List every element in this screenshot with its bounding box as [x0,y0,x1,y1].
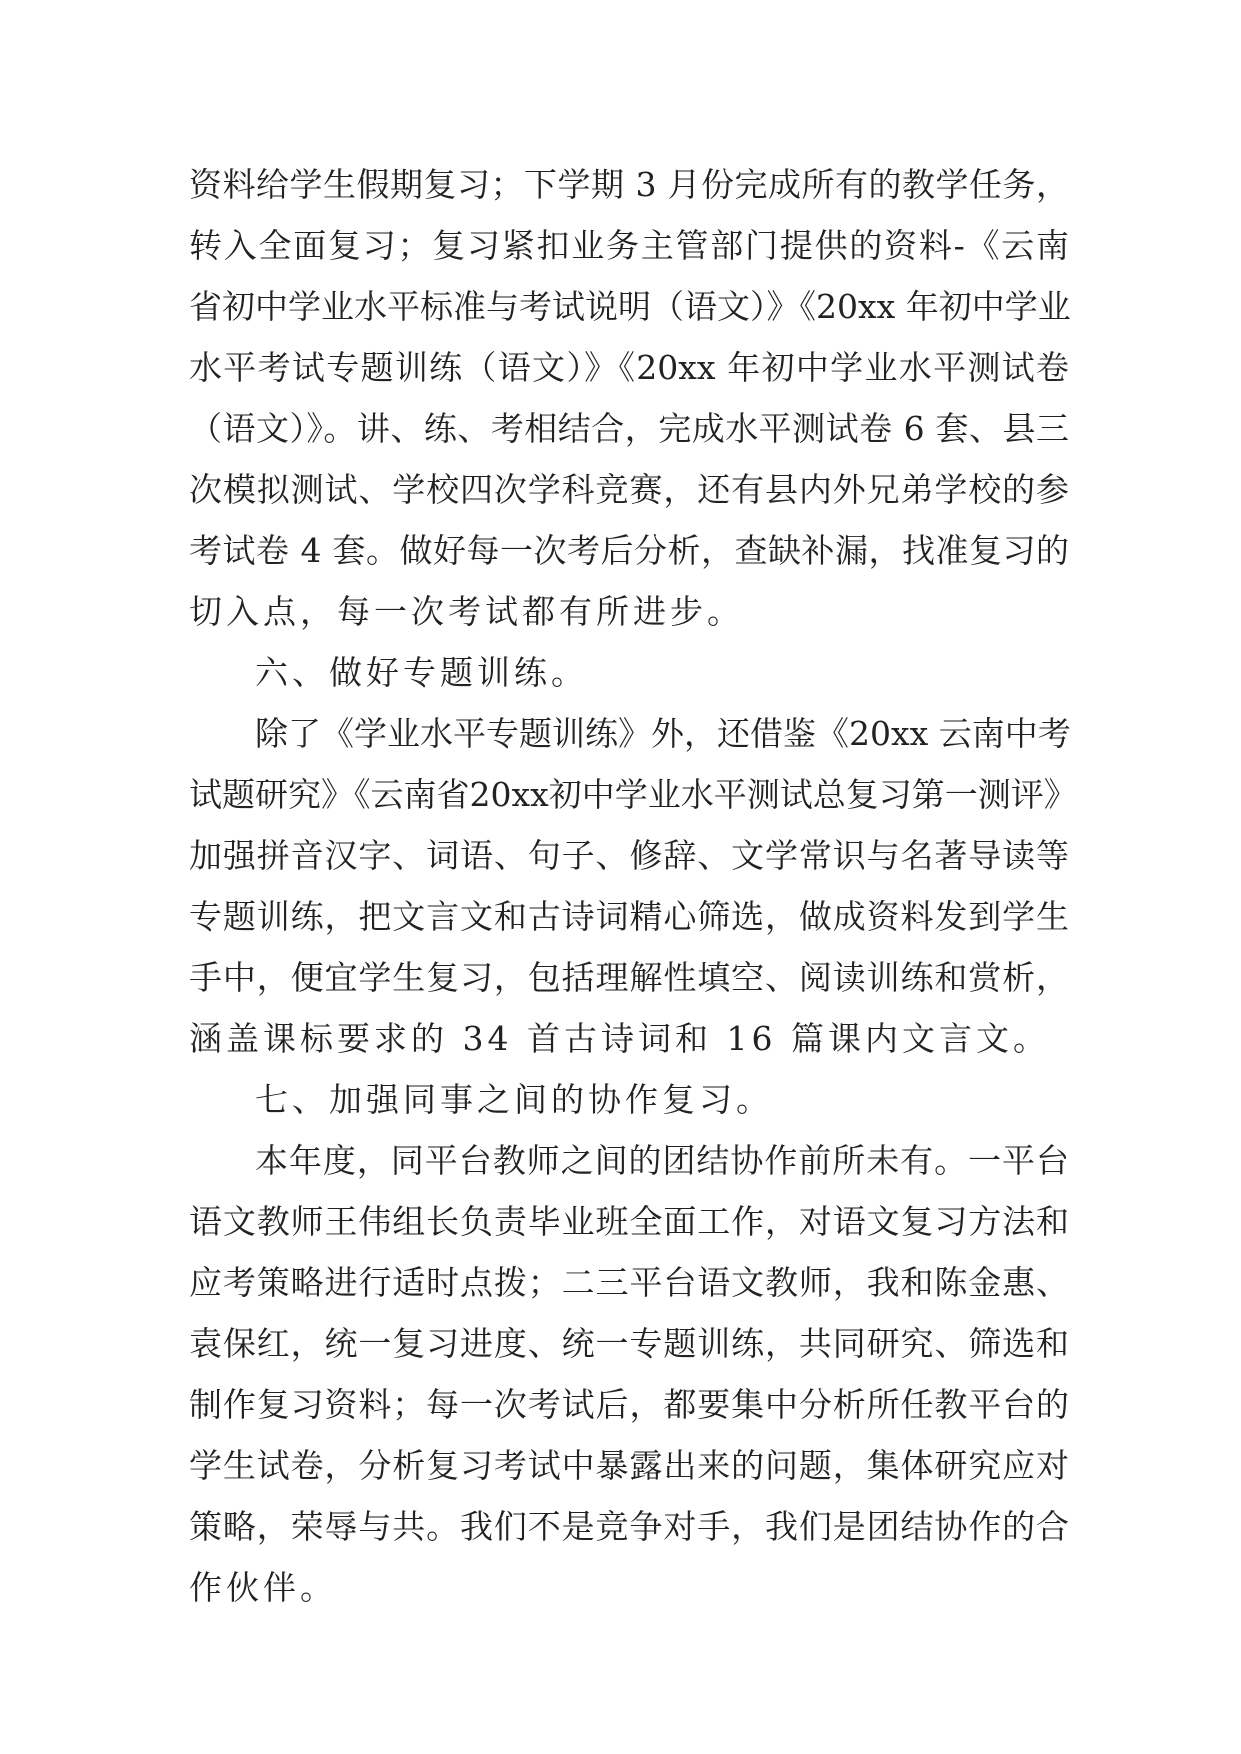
text-line: 七、加强同事之间的协作复习。 [255,1080,773,1119]
text-line: 六、做好专题训练。 [255,653,588,692]
text-line: 试题研究》《云南省20xx初中学业水平测试总复习第一测评》 [189,775,1077,814]
text-line: 考试卷 4 套。做好每一次考后分析，查缺补漏，找准复习的 [189,531,1069,570]
text-line: 应考策略进行适时点拨；二三平台语文教师，我和陈金惠、 [189,1263,1069,1302]
text-line: 语文教师王伟组长负责毕业班全面工作，对语文复习方法和 [189,1202,1069,1241]
text-line: 水平考试专题训练（语文）》《20xx 年初中学业水平测试卷 [189,348,1069,387]
text-line: 学生试卷，分析复习考试中暴露出来的问题，集体研究应对 [189,1446,1069,1485]
text-line: 除了《学业水平专题训练》外，还借鉴《20xx 云南中考 [255,714,1071,753]
text-line: 本年度，同平台教师之间的团结协作前所未有。一平台 [255,1141,1069,1180]
text-line: 制作复习资料；每一次考试后，都要集中分析所任教平台的 [189,1385,1069,1424]
text-line: 加强拼音汉字、词语、句子、修辞、文学常识与名著导读等 [189,836,1069,875]
text-line: 次模拟测试、学校四次学科竞赛，还有县内外兄弟学校的参 [189,470,1069,509]
text-line: 转入全面复习；复习紧扣业务主管部门提供的资料-《云南 [189,226,1069,265]
text-line: 省初中学业水平标准与考试说明（语文）》《20xx 年初中学业 [189,287,1071,326]
body-text [189,154,1077,1618]
text-line: 策略，荣辱与共。我们不是竞争对手，我们是团结协作的合 [189,1507,1069,1546]
text-line: （语文）》。讲、练、考相结合，完成水平测试卷 6 套、县三 [189,409,1069,448]
text-line: 作伙伴。 [189,1568,337,1607]
text-line: 手中，便宜学生复习，包括理解性填空、阅读训练和赏析， [189,958,1069,997]
text-line: 资料给学生假期复习；下学期 3 月份完成所有的教学任务， [189,165,1069,204]
text-line: 专题训练，把文言文和古诗词精心筛选，做成资料发到学生 [189,897,1069,936]
text-line: 切入点，每一次考试都有所进步。 [189,592,744,631]
text-line: 袁保红，统一复习进度、统一专题训练，共同研究、筛选和 [189,1324,1069,1363]
text-line: 涵盖课标要求的 34 首古诗词和 16 篇课内文言文。 [189,1019,1050,1058]
